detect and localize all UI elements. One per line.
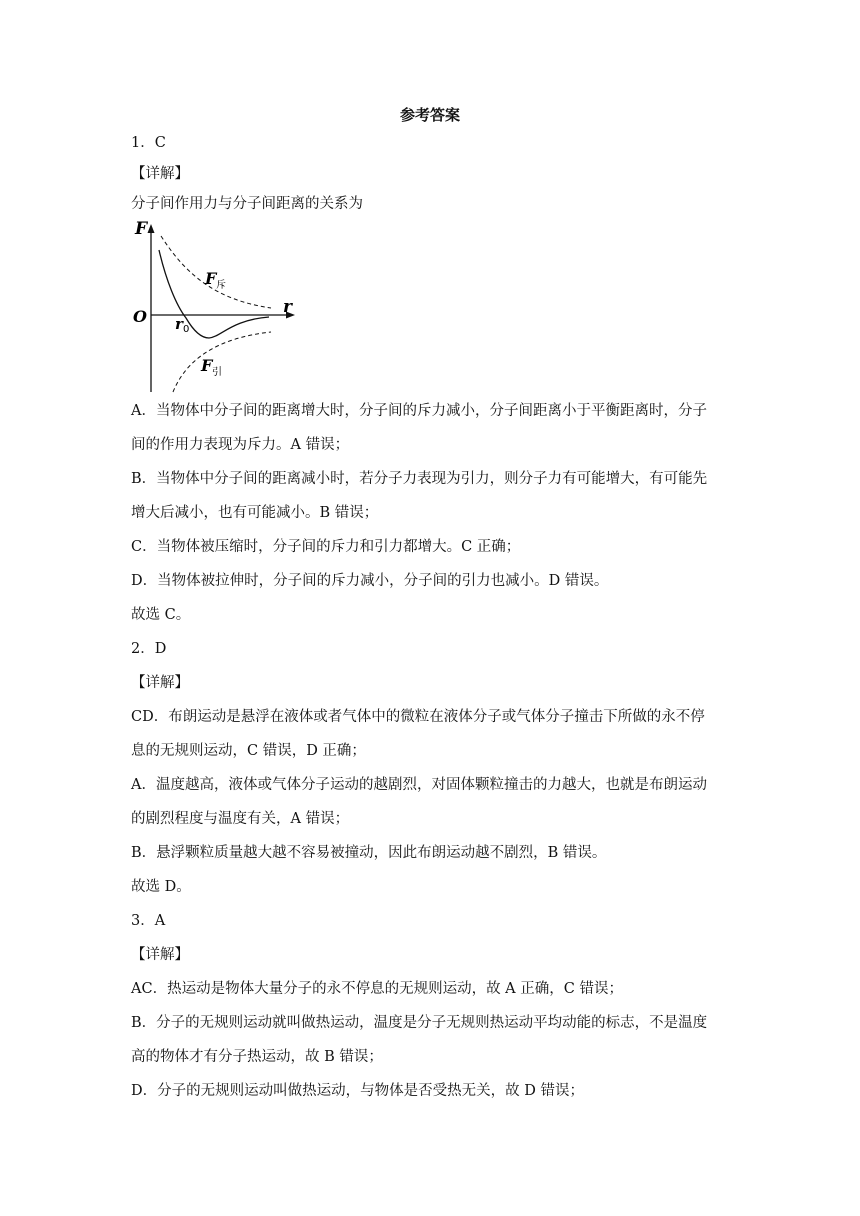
q3-option-b-line1: B．分子的无规则运动就叫做热运动，温度是分子无规则热运动平均动能的标志，不是温度: [131, 1015, 708, 1031]
q1-option-d: D．当物体被拉伸时，分子间的斥力减小，分子间的引力也减小。D 错误。: [131, 573, 609, 589]
q3-detail-heading: 【详解】: [131, 947, 189, 963]
answer-content: [131, 134, 731, 1116]
origin-label: O: [133, 307, 147, 326]
force-distance-graph: [131, 220, 301, 398]
y-axis-arrow: [148, 224, 155, 233]
q2-option-cd-line2: 息的无规则运动，C 错误，D 正确；: [131, 743, 366, 759]
repulsion-label: F: [205, 269, 217, 288]
force-distance-svg: [131, 220, 301, 398]
page-title: 参考答案: [399, 106, 460, 124]
axis-y-label: F: [135, 219, 148, 239]
q3-option-d: D．分子的无规则运动叫做热运动，与物体是否受热无关，故 D 错误；: [131, 1083, 584, 1099]
q1-answer: 1．C: [131, 135, 166, 151]
q2-option-a-line1: A．温度越高，液体或气体分子运动的越剧烈，对固体颗粒撞击的力越大，也就是布朗运动: [131, 777, 707, 793]
q1-intro: 分子间作用力与分子间距离的关系为: [131, 196, 363, 212]
attraction-label: F: [201, 356, 213, 375]
q1-option-a-line2: 间的作用力表现为斥力。A 错误；: [131, 437, 350, 453]
axis-x-label: r: [283, 297, 292, 317]
q2-option-a-line2: 的剧烈程度与温度有关，A 错误；: [131, 811, 350, 827]
q2-option-b: B．悬浮颗粒质量越大越不容易被撞动，因此布朗运动越不剧烈，B 错误。: [131, 845, 607, 861]
q1-option-b-line1: B．当物体中分子间的距离减小时，若分子力表现为引力，则分子力有可能增大，有可能先: [131, 471, 708, 487]
q1-conclusion: 故选 C。: [131, 607, 191, 623]
q1-option-c: C．当物体被压缩时，分子间的斥力和引力都增大。C 正确；: [131, 539, 521, 555]
attraction-subscript: 引: [212, 367, 222, 378]
q1-option-b-line2: 增大后减小，也有可能减小。B 错误；: [131, 505, 379, 521]
q1-option-a-line1: A．当物体中分子间的距离增大时，分子间的斥力减小，分子间距离小于平衡距离时，分子: [131, 403, 707, 419]
q2-option-cd-line1: CD．布朗运动是悬浮在液体或者气体中的微粒在液体分子或气体分子撞击下所做的永不停: [131, 709, 705, 725]
q3-answer: 3．A: [131, 913, 166, 929]
attraction-curve: [173, 332, 271, 392]
r0-subscript: 0: [183, 324, 190, 335]
q2-conclusion: 故选 D。: [131, 879, 191, 895]
q3-option-ac: AC．热运动是物体大量分子的永不停息的无规则运动，故 A 正确，C 错误；: [131, 981, 623, 997]
r0-label: r: [175, 315, 183, 333]
q2-detail-heading: 【详解】: [131, 675, 189, 691]
q1-detail-heading: 【详解】: [131, 165, 189, 182]
q3-option-b-line2: 高的物体才有分子热运动，故 B 错误；: [131, 1049, 383, 1065]
repulsion-subscript: 斥: [216, 280, 226, 291]
q2-answer: 2．D: [131, 641, 167, 657]
